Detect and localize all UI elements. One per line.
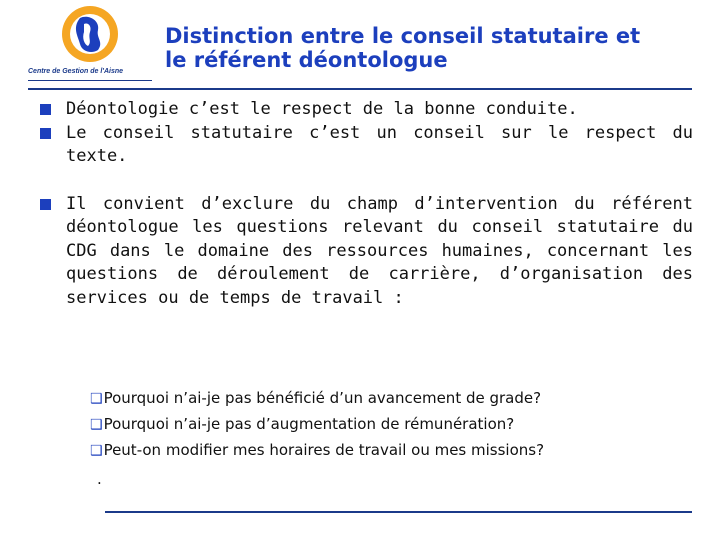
title-line-2: le référent déontologue [165, 48, 448, 72]
logo-emblem-icon [54, 2, 126, 66]
checkbox-bullet-icon: ❑ [90, 417, 103, 433]
sub-bullet-item [90, 438, 690, 464]
sub-bullet-text: Pourquoi n’ai-je pas d’augmentation de rémunération? [103, 415, 515, 433]
bullet-text: Il convient d’exclure du champ d’intervention du référent déontologue les questions relevant du conseil statutaire du CDG dans le domaine des ressources humaines, concernant les questions de déroulement de carrière, d’organisation des services ou de temps de travail : [66, 193, 693, 308]
bullet-text: Déontologie c’est le respect de la bonne conduite. [66, 99, 578, 119]
sub-bullet-text: Peut-on modifier mes horaires de travail ou mes missions? [103, 441, 545, 459]
sub-bullet-item [90, 386, 690, 412]
title-divider [28, 88, 692, 90]
title-line-1: Distinction entre le conseil statutaire et [165, 24, 641, 48]
logo-underline [28, 80, 152, 81]
sub-bullet-text: Pourquoi n’ai-je pas bénéficié d’un avancement de grade? [103, 389, 542, 407]
checkbox-bullet-icon: ❑ [90, 391, 103, 407]
sub-bullet-item [90, 412, 690, 438]
bullet-item [40, 122, 693, 169]
checkbox-bullet-icon: ❑ [90, 443, 103, 459]
square-bullet-icon [40, 128, 51, 139]
sub-bullet-list [90, 386, 690, 464]
logo [28, 2, 152, 82]
square-bullet-icon [40, 104, 51, 115]
logo-text: Centre de Gestion de l'Aisne [28, 68, 124, 75]
bullet-text: Le conseil statutaire c’est un conseil sur le respect du texte. [66, 122, 693, 166]
footer-divider [105, 511, 692, 513]
slide-title [165, 24, 710, 72]
square-bullet-icon [40, 199, 51, 210]
bullet-item [40, 98, 693, 122]
bullet-item [40, 193, 693, 311]
bullet-list [40, 98, 693, 310]
trailing-dot: . [97, 470, 102, 488]
